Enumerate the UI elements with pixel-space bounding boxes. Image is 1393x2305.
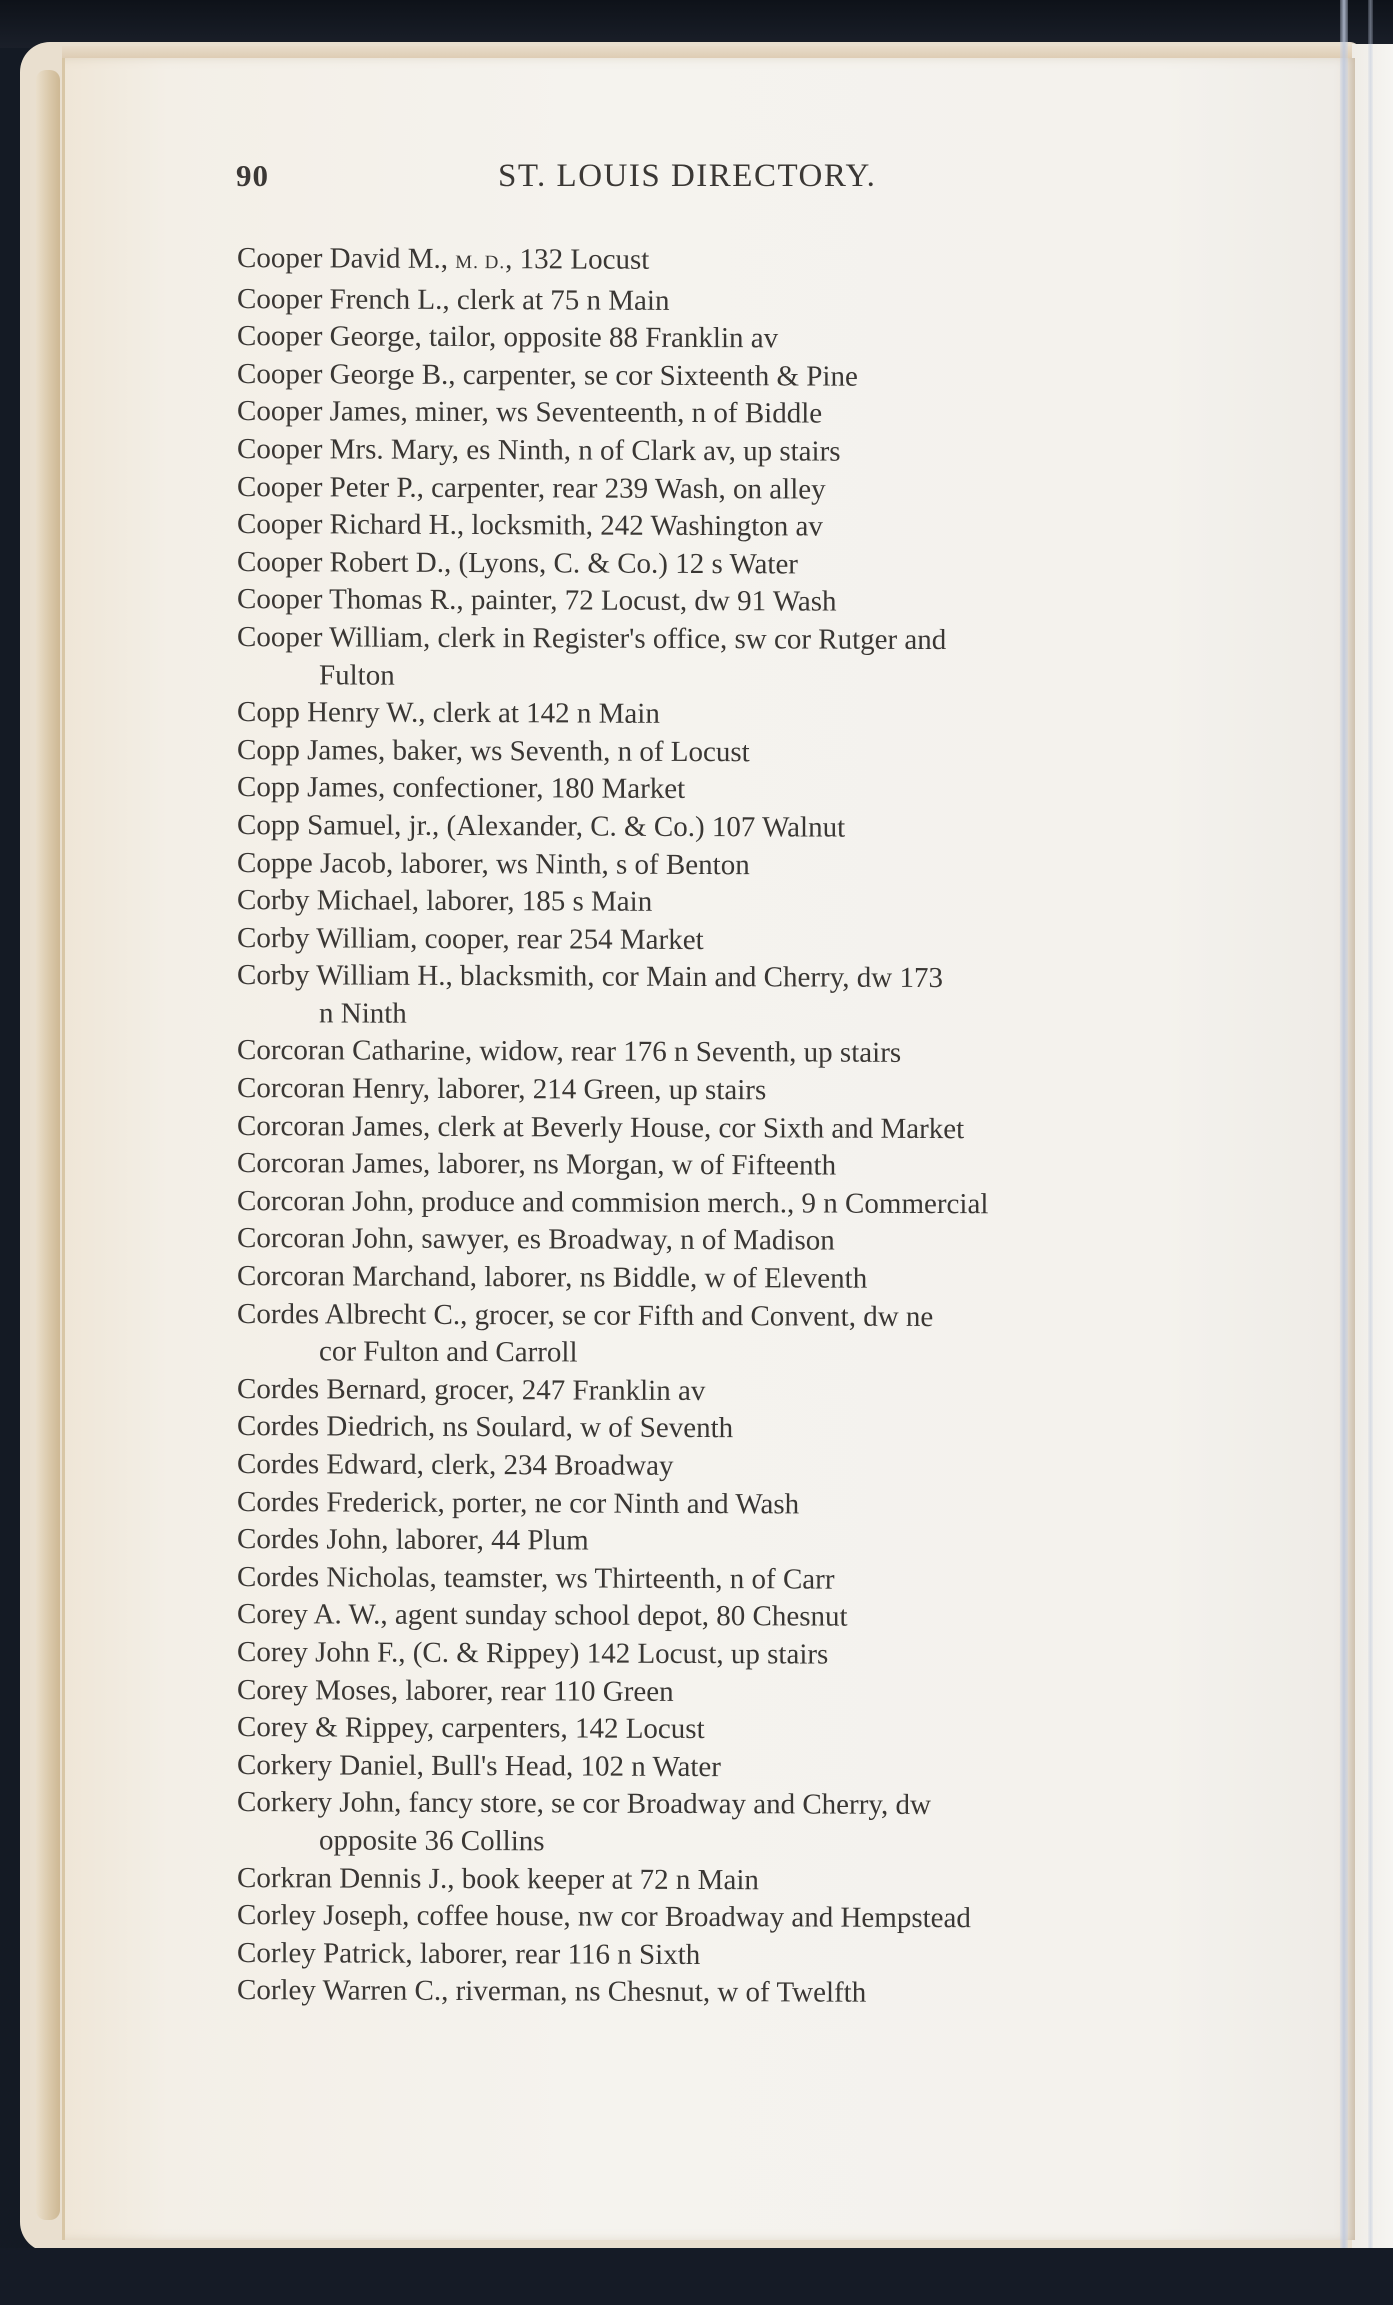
entry-text: Copp James, confectioner, 180 Market (237, 771, 686, 806)
entry-text: Corkery John, fancy store, se cor Broadway and Cherry, dw (237, 1786, 931, 1822)
entry-text: Cordes John, laborer, 44 Plum (237, 1523, 589, 1557)
page-header (236, 158, 1156, 198)
entry-text: Cooper David M., (237, 242, 456, 275)
directory-entry (237, 1634, 1257, 1676)
entry-text: Cordes Diedrich, ns Soulard, w of Seventh (237, 1410, 734, 1445)
directory-entry (237, 318, 1257, 360)
entry-text: Corley Joseph, coffee house, nw cor Broadway and Hempstead (237, 1899, 971, 1935)
directory-entry (237, 1220, 1257, 1262)
entry-text: Corby Michael, laborer, 185 s Main (237, 884, 653, 918)
directory-entry (237, 1784, 1257, 1864)
directory-entry (237, 506, 1257, 548)
directory-entry (237, 1672, 1257, 1714)
directory-entry (237, 845, 1257, 887)
directory-entry (237, 1596, 1257, 1638)
entry-text: Corey A. W., agent sunday school depot, 80 Chesnut (237, 1598, 848, 1634)
glass-reflection (1368, 0, 1373, 2305)
scan-backdrop-bottom (0, 2248, 1393, 2305)
directory-entry (237, 1972, 1257, 2014)
entry-text: Corley Warren C., riverman, ns Chesnut, w of Twelfth (237, 1974, 867, 2010)
entry-text: Cordes Albrecht C., grocer, se cor Fifth and Convent, dw ne (237, 1297, 934, 1333)
directory-entry (237, 1709, 1257, 1751)
entry-text: Cooper French L., clerk at 75 n Main (237, 282, 670, 317)
entry-continuation: cor Fulton and Carroll (319, 1335, 578, 1369)
directory-entry (237, 1559, 1257, 1601)
directory-entry (237, 581, 1257, 623)
directory-entry (237, 1935, 1257, 1977)
entry-text: Cordes Nicholas, teamster, ws Thirteenth, n of Carr (237, 1560, 835, 1596)
directory-entry (237, 469, 1257, 511)
entry-text: Corcoran James, clerk at Beverly House, cor Sixth and Market (237, 1109, 965, 1145)
entry-text: Coppe Jacob, laborer, ws Ninth, s of Benton (237, 846, 750, 881)
entry-text: Cooper George, tailor, opposite 88 Franklin av (237, 320, 779, 355)
directory-entry (237, 1521, 1257, 1563)
running-head: ST. LOUIS DIRECTORY. (498, 158, 877, 194)
directory-entry (237, 619, 1257, 699)
directory-entry (237, 1070, 1257, 1112)
directory-entries (237, 240, 1257, 2014)
directory-entry (237, 1747, 1257, 1789)
entry-text-after: , 132 Locust (505, 243, 650, 276)
directory-entry (237, 240, 1257, 285)
directory-entry (237, 1408, 1257, 1450)
directory-entry (237, 1897, 1257, 1939)
entry-continuation: n Ninth (319, 997, 407, 1030)
directory-entry (237, 769, 1257, 811)
entry-text: Cooper Peter P., carpenter, rear 239 Wash, on alley (237, 470, 826, 506)
entry-text: Corby William H., blacksmith, cor Main and Cherry, dw 173 (237, 959, 943, 995)
entry-text: Copp Henry W., clerk at 142 n Main (237, 696, 660, 730)
directory-entry (237, 393, 1257, 435)
entry-text: Corcoran Henry, laborer, 214 Green, up stairs (237, 1072, 767, 1107)
entry-text: Cooper Robert D., (Lyons, C. & Co.) 12 s Water (237, 545, 798, 581)
directory-entry (237, 1258, 1257, 1300)
entry-text: Cooper Mrs. Mary, es Ninth, n of Clark av, up stairs (237, 432, 841, 468)
entry-text: Corcoran John, sawyer, es Broadway, n of Madison (237, 1222, 835, 1258)
directory-entry (237, 1860, 1257, 1902)
entry-continuation: opposite 36 Collins (319, 1824, 545, 1858)
entry-text: Cordes Bernard, grocer, 247 Franklin av (237, 1372, 706, 1407)
directory-entry (237, 1032, 1257, 1074)
entry-text: Corley Patrick, laborer, rear 116 n Sixth (237, 1936, 701, 1971)
directory-entry (237, 957, 1257, 1037)
entry-text: Cooper James, miner, ws Seventeenth, n of Biddle (237, 395, 823, 430)
entry-text: Copp James, baker, ws Seventh, n of Locust (237, 733, 750, 768)
entry-text: Copp Samuel, jr., (Alexander, C. & Co.) 107 Walnut (237, 808, 846, 844)
directory-entry (237, 694, 1257, 736)
entry-text: Corcoran Catharine, widow, rear 176 n Seventh, up stairs (237, 1034, 902, 1070)
directory-entry (237, 1183, 1257, 1225)
entry-text: Corkery Daniel, Bull's Head, 102 n Water (237, 1748, 721, 1783)
entry-text: Cooper William, clerk in Register's office, sw cor Rutger and (237, 620, 947, 657)
entry-text: Corey & Rippey, carpenters, 142 Locust (237, 1711, 705, 1746)
directory-entry (237, 1446, 1257, 1488)
directory-entry (237, 1108, 1257, 1150)
entry-text: Corkran Dennis J., book keeper at 72 n Main (237, 1861, 759, 1896)
directory-entry (237, 732, 1257, 774)
directory-entry (237, 1145, 1257, 1187)
directory-entry (237, 281, 1257, 323)
directory-entry (237, 807, 1257, 849)
entry-text: Cooper Thomas R., painter, 72 Locust, dw 91 Wash (237, 583, 837, 618)
directory-entry (237, 431, 1257, 473)
entry-text: Corby William, cooper, rear 254 Market (237, 921, 704, 956)
directory-entry (237, 1484, 1257, 1526)
directory-entry (237, 1371, 1257, 1413)
entry-continuation: Fulton (319, 658, 395, 692)
directory-entry (237, 544, 1257, 586)
entry-text: Cordes Edward, clerk, 234 Broadway (237, 1448, 674, 1482)
entry-title-abbrev: M. D. (455, 251, 506, 274)
entry-text: Cooper George B., carpenter, se cor Sixteenth & Pine (237, 357, 858, 393)
glass-reflection (1340, 0, 1348, 2305)
scan-backdrop (0, 0, 1393, 48)
entry-text: Corcoran Marchand, laborer, ns Biddle, w of Eleventh (237, 1260, 868, 1295)
entry-text: Corcoran James, laborer, ns Morgan, w of Fifteenth (237, 1147, 837, 1182)
page-number: 90 (236, 158, 269, 193)
entry-text: Cordes Frederick, porter, ne cor Ninth and Wash (237, 1485, 800, 1521)
entry-text: Corey Moses, laborer, rear 110 Green (237, 1673, 674, 1708)
directory-entry (237, 1296, 1257, 1376)
directory-entry (237, 356, 1257, 398)
entry-text: Corcoran John, produce and commision merch., 9 n Commercial (237, 1184, 989, 1221)
entry-text: Cooper Richard H., locksmith, 242 Washington av (237, 508, 823, 543)
directory-entry (237, 920, 1257, 962)
page-edge (36, 70, 60, 2220)
entry-text: Corey John F., (C. & Rippey) 142 Locust, up stairs (237, 1635, 829, 1671)
directory-entry (237, 882, 1257, 924)
